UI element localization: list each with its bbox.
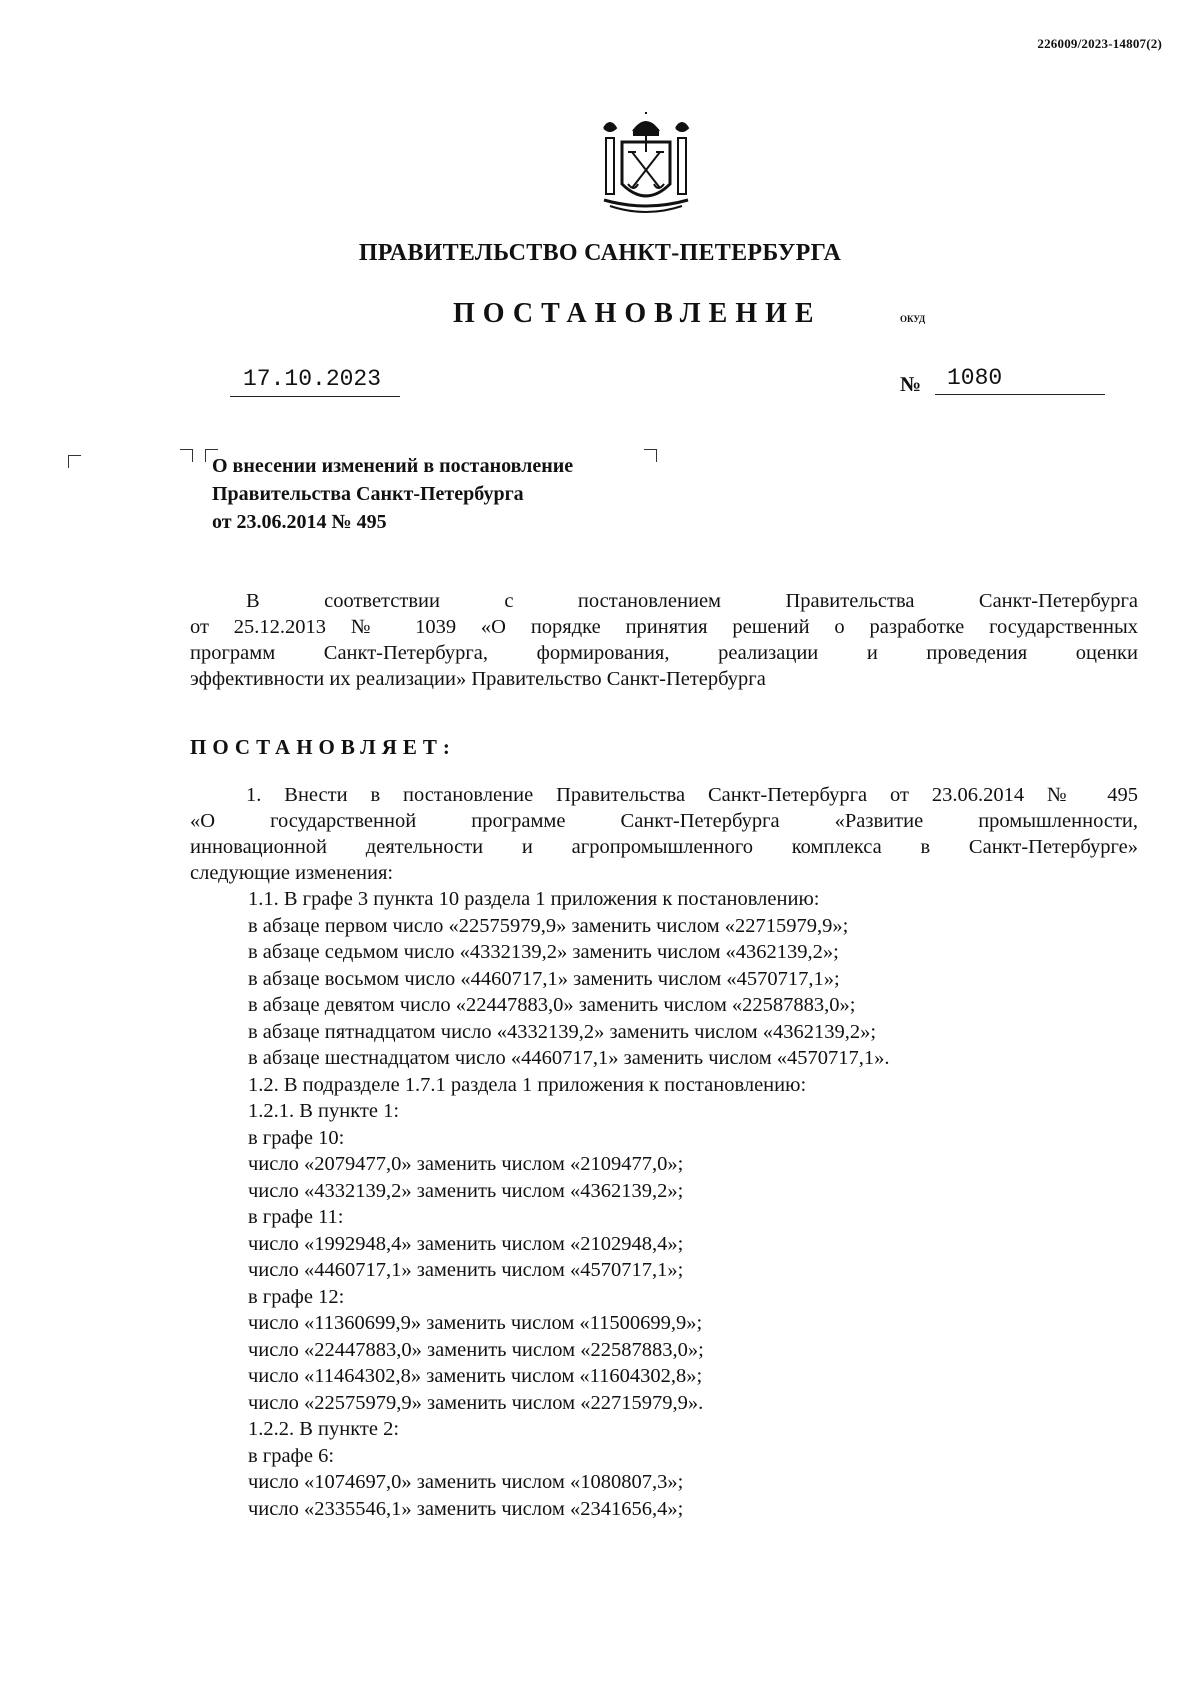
list-item: число «22447883,0» заменить числом «22587883,0»; bbox=[248, 1338, 704, 1361]
preamble bbox=[190, 588, 1138, 692]
list-item: в графе 11: bbox=[248, 1206, 344, 1228]
list-item: число «4460717,1» заменить числом «4570717,1»; bbox=[248, 1259, 684, 1281]
list-item: число «11360699,9» заменить числом «11500699,9»; bbox=[248, 1312, 703, 1334]
item-1-line: 1. Внести в постановление Правительства Санкт-Петербурга от 23.06.2014 № 495 bbox=[246, 784, 1138, 806]
list-item: число «1074697,0» заменить числом «1080807,3»; bbox=[248, 1471, 684, 1493]
resolves-heading: ПОСТАНОВЛЯЕТ: bbox=[190, 735, 456, 759]
organization-title: ПРАВИТЕЛЬСТВО САНКТ-ПЕТЕРБУРГА bbox=[358, 240, 842, 266]
coat-of-arms-icon bbox=[600, 112, 692, 216]
list-item: в абзаце шестнадцатом число «4460717,1» заменить числом «4570717,1». bbox=[248, 1047, 890, 1069]
list-item: в абзаце восьмом число «4460717,1» заменить числом «4570717,1»; bbox=[248, 967, 840, 990]
list-item: в абзаце девятом число «22447883,0» заменить числом «22587883,0»; bbox=[248, 994, 856, 1016]
corner-bracket-left bbox=[68, 455, 81, 468]
list-item: число «1992948,4» заменить числом «2102948,4»; bbox=[248, 1232, 684, 1255]
document-date: 17.10.2023 bbox=[243, 366, 382, 392]
preamble-line: В соответствии с постановлением Правительства Санкт-Петербурга bbox=[246, 590, 1138, 612]
number-label: № bbox=[900, 372, 922, 396]
document-id: 226009/2023-14807(2) bbox=[1037, 36, 1162, 51]
preamble-line: эффективности их реализации» Правительство Санкт-Петербурга bbox=[190, 668, 766, 690]
list-item: 1.2.2. В пункте 2: bbox=[248, 1418, 400, 1440]
list-item: 1.2. В подразделе 1.7.1 раздела 1 приложения к постановлению: bbox=[248, 1073, 807, 1096]
list-item: в графе 10: bbox=[248, 1126, 345, 1149]
list-item: число «2335546,1» заменить числом «2341656,4»; bbox=[248, 1497, 684, 1520]
list-item: в графе 6: bbox=[248, 1444, 335, 1467]
preamble-line: программ Санкт-Петербурга, формирования, реализации и проведения оценки bbox=[190, 642, 1138, 664]
okud-label: ОКУД bbox=[900, 314, 926, 324]
corner-bracket-mid bbox=[180, 449, 193, 462]
subject-line: от 23.06.2014 № 495 bbox=[212, 511, 387, 533]
document-subject bbox=[212, 452, 573, 536]
list-item: в графе 12: bbox=[248, 1285, 345, 1308]
document-number: 1080 bbox=[947, 365, 1003, 391]
list-item: в абзаце пятнадцатом число «4332139,2» заменить числом «4362139,2»; bbox=[248, 1020, 877, 1043]
item-1-line: инновационной деятельности и агропромышленного комплекса в Санкт-Петербурге» bbox=[190, 836, 1138, 858]
subject-line: Правительства Санкт-Петербурга bbox=[212, 483, 524, 505]
item-1-line: «О государственной программе Санкт-Петербурга «Развитие промышленности, bbox=[190, 810, 1138, 832]
changes-list bbox=[248, 886, 890, 1522]
list-item: число «2079477,0» заменить числом «2109477,0»; bbox=[248, 1153, 684, 1175]
corner-bracket-right bbox=[644, 449, 657, 462]
list-item: 1.1. В графе 3 пункта 10 раздела 1 приложения к постановлению: bbox=[248, 888, 820, 910]
document-type: ПОСТАНОВЛЕНИЕ bbox=[453, 298, 822, 329]
list-item: число «22575979,9» заменить числом «22715979,9». bbox=[248, 1391, 704, 1414]
item-1 bbox=[190, 782, 1138, 886]
list-item: в абзаце седьмом число «4332139,2» заменить числом «4362139,2»; bbox=[248, 941, 839, 963]
preamble-line: от 25.12.2013 № 1039 «О порядке принятия решений о разработке государственных bbox=[190, 616, 1138, 638]
list-item: число «4332139,2» заменить числом «4362139,2»; bbox=[248, 1179, 684, 1202]
item-1-line: следующие изменения: bbox=[190, 862, 394, 884]
subject-line: О внесении изменений в постановление bbox=[212, 455, 574, 477]
list-item: в абзаце первом число «22575979,9» заменить числом «22715979,9»; bbox=[248, 914, 849, 937]
list-item: число «11464302,8» заменить числом «11604302,8»; bbox=[248, 1365, 703, 1387]
list-item: 1.2.1. В пункте 1: bbox=[248, 1100, 400, 1122]
